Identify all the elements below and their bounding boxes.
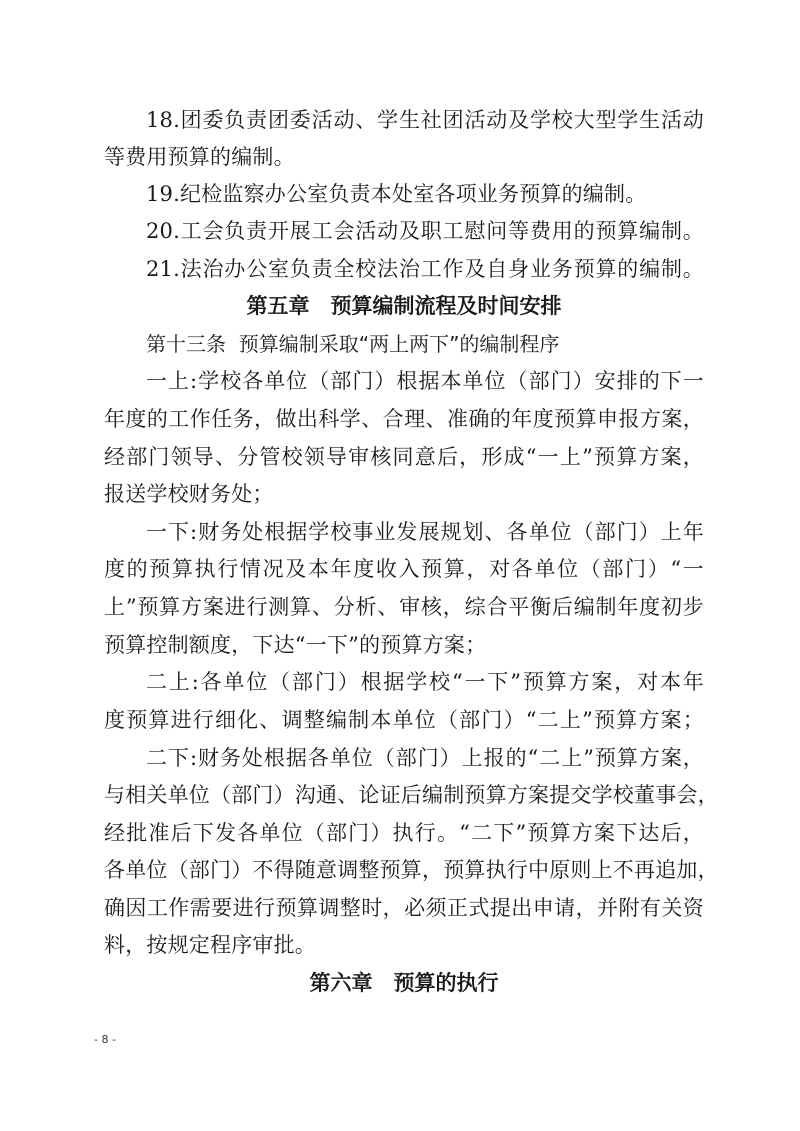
body-line: 一下:财务处根据学校事业发展规划、各单位（部门）上年: [146, 520, 704, 544]
body-line: 各单位（部门）不得随意调整预算，预算执行中原则上不再追加，: [104, 858, 719, 882]
body-line: 预算控制额度，下达“一下”的预算方案；: [104, 633, 487, 657]
body-line: 确因工作需要进行预算调整时，必须正式提出申请，并附有关资: [104, 896, 704, 920]
body-line: 年度的工作任务，做出科学、合理、准确的年度预算申报方案，: [104, 407, 704, 431]
body-line: 与相关单位（部门）沟通、论证后编制预算方案提交学校董事会，: [104, 783, 719, 807]
chapter-6-heading: 第六章 预算的执行: [309, 971, 499, 995]
page-number: - 8 -: [94, 1033, 116, 1046]
body-line: 度的预算执行情况及本年度收入预算，对各单位（部门）“一: [104, 557, 704, 581]
article-13-title: 第十三条 预算编制采取“两上两下”的编制程序: [146, 332, 560, 356]
body-line: 上”预算方案进行测算、分析、审核，综合平衡后编制年度初步: [104, 595, 704, 619]
body-line: 二上:各单位（部门）根据学校“一下”预算方案，对本年: [146, 670, 704, 694]
item-19: 19.纪检监察办公室负责本处室各项业务预算的编制。: [146, 182, 647, 206]
body-line: 二下:财务处根据各单位（部门）上报的“二上”预算方案，: [146, 746, 704, 770]
body-line: 报送学校财务处；: [104, 482, 274, 506]
chapter-5-heading: 第五章 预算编制流程及时间安排: [246, 294, 562, 318]
item-20: 20.工会负责开展工会活动及职工慰问等费用的预算编制。: [146, 219, 704, 243]
body-line: 料，按规定程序审批。: [104, 933, 316, 957]
item-18-line-1: 18.团委负责团委活动、学生社团活动及学校大型学生活动: [146, 108, 704, 132]
body-line: 一上:学校各单位（部门）根据本单位（部门）安排的下一: [146, 369, 704, 393]
item-21: 21.法治办公室负责全校法治工作及自身业务预算的编制。: [146, 257, 704, 281]
body-line: 度预算进行细化、调整编制本单位（部门）“二上”预算方案；: [104, 708, 704, 732]
body-line: 经部门领导、分管校领导审核同意后，形成“一上”预算方案，: [104, 445, 704, 469]
body-line: 经批准后下发各单位（部门）执行。“二下”预算方案下达后，: [104, 821, 704, 845]
item-18-line-2: 等费用预算的编制。: [104, 145, 295, 169]
